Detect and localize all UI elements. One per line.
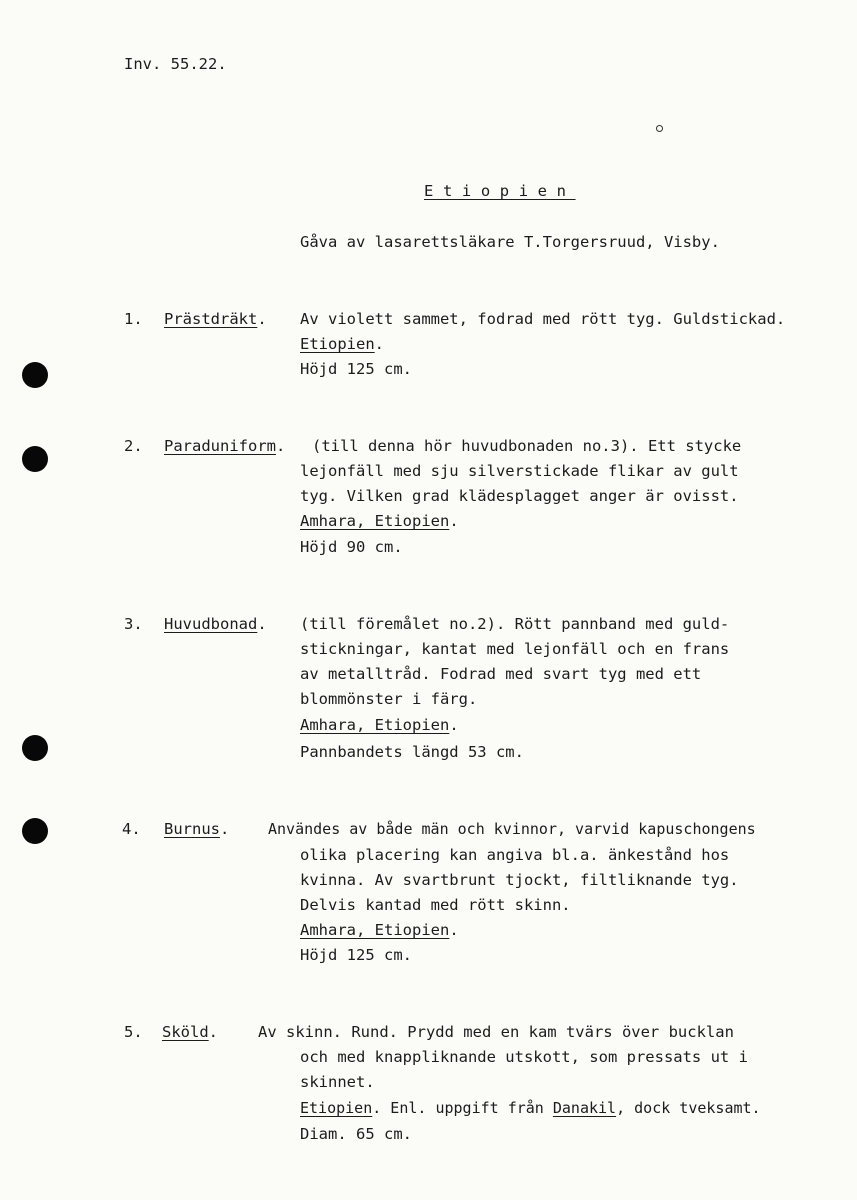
- entry-place: Amhara, Etiopien: [300, 512, 450, 530]
- entry-name: Burnus: [164, 820, 220, 838]
- paper-speck: [656, 125, 663, 132]
- entry-number: 2.: [124, 437, 143, 455]
- entry-description-line: skinnet.: [300, 1073, 375, 1091]
- entry-name-suffix: .: [275, 437, 286, 455]
- entry-name: Paraduniform: [164, 437, 276, 455]
- entry-name-suffix: .: [257, 615, 267, 633]
- entry-name: Sköld: [162, 1023, 209, 1041]
- entry-name-wrap: [164, 817, 229, 842]
- entry-name-wrap: [164, 307, 267, 332]
- entry-place: Amhara, Etiopien: [300, 921, 450, 939]
- punch-hole-2: [22, 446, 48, 472]
- inventory-number: Inv. 55.22.: [124, 55, 227, 73]
- entry-description-line: lejonfäll med sju silverstickade flikar av gult: [300, 462, 739, 480]
- entry-place-suffix: .: [449, 921, 459, 939]
- entry-description-line: tyg. Vilken grad klädesplagget anger är ovisst.: [300, 487, 739, 505]
- punch-hole-4: [22, 818, 48, 844]
- entry-description-line: (till föremålet no.2). Rött pannband med guld-: [300, 615, 730, 633]
- entry-description-line: olika placering kan angiva bl.a. änkestånd hos: [300, 846, 730, 864]
- entry-description-line: stickningar, kantat med lejonfäll och en frans: [300, 640, 730, 658]
- entry-description-line: Av skinn. Rund. Prydd med en kam tvärs över bucklan: [258, 1023, 734, 1041]
- entry-number: 4.: [122, 820, 141, 838]
- punch-hole-3: [22, 735, 48, 761]
- entry-place-wrap: [300, 332, 384, 357]
- entry-place-wrap: [300, 918, 459, 943]
- punch-hole-1: [22, 362, 48, 388]
- entry-place-suffix: .: [449, 512, 459, 530]
- entry-place-note-end: , dock tveksamt.: [616, 1099, 761, 1117]
- entry-name: Prästdräkt: [164, 310, 258, 328]
- entry-place: Etiopien: [300, 335, 375, 353]
- entry-place-suffix: .: [372, 1099, 382, 1117]
- entry-place-wrap: [300, 1096, 761, 1121]
- entry-description-line: blommönster i färg.: [300, 690, 478, 708]
- entry-description-line: av metalltråd. Fodrad med svart tyg med ett: [300, 665, 702, 683]
- entry-measure: Höjd 90 cm.: [300, 538, 403, 556]
- entry-name-suffix: .: [257, 310, 267, 328]
- entry-description-line: Delvis kantad med rött skinn.: [300, 896, 571, 914]
- entry-name-wrap: [162, 1020, 218, 1045]
- entry-description-line: kvinna. Av svartbrunt tjockt, filtliknande tyg.: [300, 871, 739, 889]
- entry-place-wrap: [300, 713, 459, 738]
- entry-description-line: (till denna hör huvudbonaden no.3). Ett stycke: [312, 437, 742, 455]
- entry-name-wrap: [164, 612, 267, 637]
- entry-name: Huvudbonad: [164, 615, 258, 633]
- entry-place-suffix: .: [449, 716, 459, 734]
- entry-place-suffix: .: [374, 335, 384, 353]
- entry-description-line: Av violett sammet, fodrad med rött tyg. Guldstickad.: [300, 310, 786, 328]
- entry-number: 3.: [124, 615, 143, 633]
- entry-description-line: Användes av både män och kvinnor, varvid kapuschongens: [268, 820, 756, 838]
- entry-measure: Höjd 125 cm.: [300, 946, 412, 964]
- entry-place-note: Enl. uppgift från: [381, 1099, 553, 1117]
- entry-place: Etiopien: [300, 1099, 373, 1117]
- entry-place: Amhara, Etiopien: [300, 716, 450, 734]
- entry-place-wrap: [300, 509, 459, 534]
- page-title: Etiopien: [424, 182, 576, 200]
- entry-place-note-link: Danakil: [552, 1099, 617, 1117]
- entry-measure: Pannbandets längd 53 cm.: [300, 743, 524, 761]
- entry-name-suffix: .: [220, 820, 230, 838]
- entry-name-suffix: .: [208, 1023, 219, 1041]
- entry-number: 5.: [124, 1023, 143, 1041]
- entry-name-wrap: [164, 434, 285, 459]
- entry-number: 1.: [124, 310, 143, 328]
- entry-description-line: och med knappliknande utskott, som pressats ut i: [300, 1048, 748, 1066]
- donation-note: Gåva av lasarettsläkare T.Torgersruud, Visby.: [300, 233, 720, 251]
- entry-measure: Höjd 125 cm.: [300, 360, 412, 378]
- entry-measure: Diam. 65 cm.: [300, 1125, 412, 1143]
